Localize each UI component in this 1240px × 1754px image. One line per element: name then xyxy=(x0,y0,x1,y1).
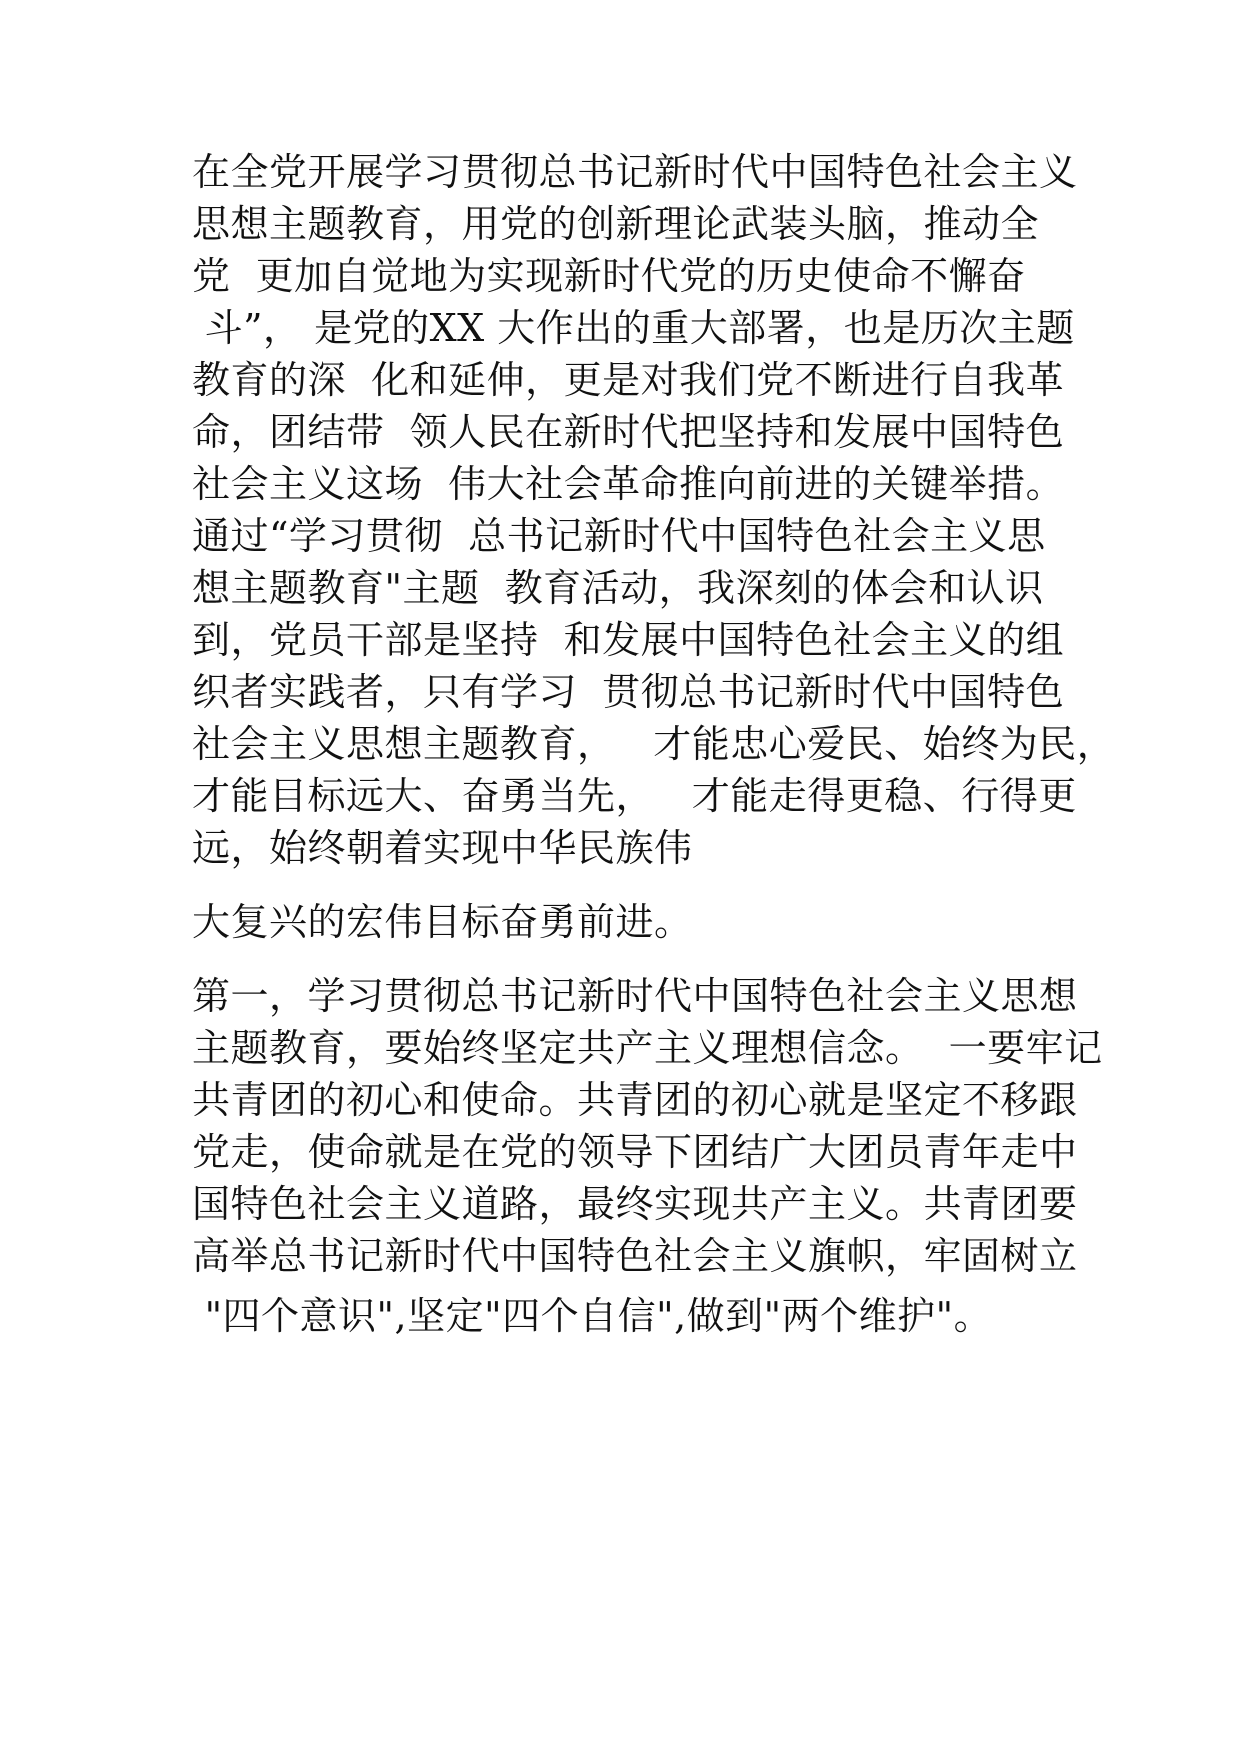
text-line: 才能目标远大、奋勇当先， 才能走得更稳、行得更 xyxy=(192,774,1077,818)
text-line: 党走，使命就是在党的领导下团结广大团员青年走中 xyxy=(192,1130,1078,1174)
text-line: 高举总书记新时代中国特色社会主义旗帜，牢固树立 xyxy=(192,1234,1078,1278)
text-line: 斗”， 是党的XX 大作出的重大部署，也是历次主题 xyxy=(192,306,1075,350)
text-line: 社会主义思想主题教育， 才能忠心爱民、始终为民， xyxy=(192,722,1116,766)
text-line: 共青团的初心和使命。共青团的初心就是坚定不移跟 xyxy=(192,1078,1078,1122)
text-line: 在全党开展学习贯彻总书记新时代中国特色社会主义 xyxy=(192,150,1078,194)
text-line: 教育的深 化和延伸，更是对我们党不断进行自我革 xyxy=(192,358,1065,402)
text-line: 第一，学习贯彻总书记新时代中国特色社会主义思想 xyxy=(192,974,1078,1018)
text-line: 国特色社会主义道路，最终实现共产主义。共青团要 xyxy=(192,1182,1078,1226)
text-line: 想主题教育"主题 教育活动，我深刻的体会和认识 xyxy=(192,566,1044,610)
text-line: 命，团结带 领人民在新时代把坚持和发展中国特色 xyxy=(192,410,1065,454)
text-line: 思想主题教育，用党的创新理论武装头脑，推动全 xyxy=(192,202,1040,246)
text-line: 党 更加自觉地为实现新时代党的历史使命不懈奋 xyxy=(192,254,1026,298)
text-line: 远，始终朝着实现中华民族伟 xyxy=(192,826,693,870)
text-line: 到，党员干部是坚持 和发展中国特色社会主义的组 xyxy=(192,618,1065,662)
text-line: 社会主义这场 伟大社会革命推向前进的关键举措。 xyxy=(192,462,1065,506)
text-line: 主题教育，要始终坚定共产主义理想信念。 一要牢记 xyxy=(192,1026,1103,1070)
text-line: 织者实践者，只有学习 贯彻总书记新时代中国特色 xyxy=(192,670,1065,714)
text-line: 通过“学习贯彻 总书记新时代中国特色社会主义思 xyxy=(192,514,1046,558)
text-line: "四个意识",坚定"四个自信",做到"两个维护"。 xyxy=(192,1294,993,1338)
text-line: 大复兴的宏伟目标奋勇前进。 xyxy=(192,900,693,944)
